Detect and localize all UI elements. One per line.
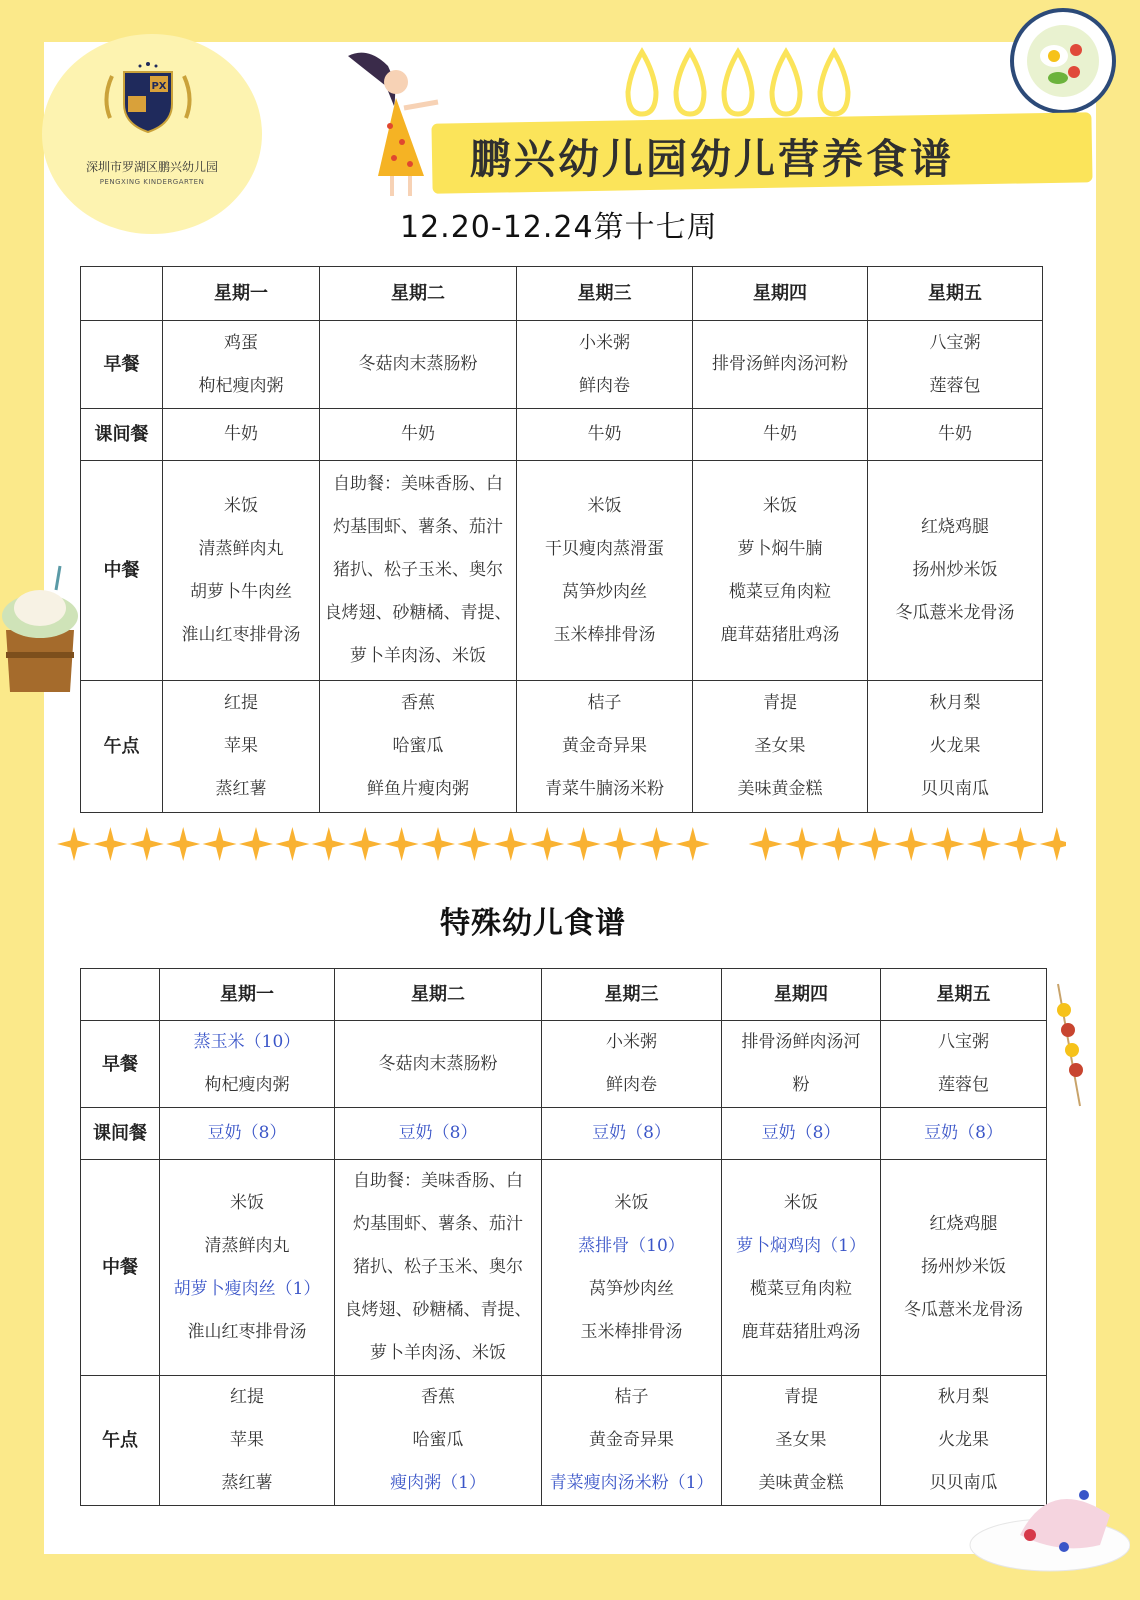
- dish-item: 牛奶: [938, 424, 972, 444]
- dish-item: 豆奶（8）: [924, 1123, 1003, 1143]
- star-icon: [894, 827, 928, 861]
- day-header: 星期三: [542, 969, 722, 1021]
- dish-item: 胡萝卜瘦肉丝（1）: [173, 1278, 321, 1299]
- menu-cell: [163, 681, 320, 813]
- school-name-cn: 深圳市罗湖区鹏兴幼儿园: [85, 160, 218, 174]
- dish-item: 火龙果: [929, 736, 981, 756]
- star-icon: [239, 827, 273, 861]
- dish-item: 小米粥: [606, 1032, 657, 1052]
- salad-plate-icon: [1010, 8, 1116, 114]
- dish-item: 黄金奇异果: [562, 736, 647, 756]
- dish-item: 鲜鱼片瘦肉粥: [367, 779, 469, 799]
- menu-cell: [160, 1108, 335, 1160]
- dish-item: 良烤翅、砂糖橘、青提、: [324, 603, 512, 623]
- meal-row: [81, 461, 1043, 681]
- dish-item: 米饭: [614, 1192, 649, 1213]
- menu-cell: [320, 461, 517, 681]
- star-icon: [530, 827, 564, 861]
- dish-item: 秋月梨: [938, 1387, 989, 1407]
- dish-item: 青菜瘦肉汤米粉（1）: [549, 1473, 714, 1493]
- meal-row: [81, 409, 1043, 461]
- dish-item: 秋月梨: [929, 693, 981, 713]
- star-icon: [203, 827, 237, 861]
- dish-item: 青提: [784, 1387, 818, 1407]
- dish-item: 牛奶: [401, 424, 435, 444]
- menu-cell: [517, 409, 693, 461]
- star-icon: [931, 827, 965, 861]
- dish-item: 黄金奇异果: [589, 1430, 674, 1450]
- corner-cell: [81, 267, 163, 321]
- menu-cell: [693, 409, 868, 461]
- star-icon: [1040, 827, 1066, 861]
- day-header: 星期四: [722, 969, 881, 1021]
- dish-item: 贝贝南瓜: [929, 1473, 998, 1493]
- dish-item: 八宝粥: [938, 1032, 989, 1052]
- meal-label: 早餐: [81, 321, 163, 409]
- menu-cell: [542, 1021, 722, 1108]
- menu-cell: [881, 1160, 1047, 1376]
- skewer-icon: [1050, 980, 1090, 1110]
- dish-item: 冬菇肉末蒸肠粉: [378, 1053, 498, 1074]
- dish-item: 红提: [224, 693, 258, 713]
- dish-item: 清蒸鲜肉丸: [198, 538, 284, 559]
- dish-item: 榄菜豆角肉粒: [750, 1278, 852, 1299]
- dish-item: 火龙果: [938, 1430, 989, 1450]
- star-icon: [312, 827, 346, 861]
- menu-cell: [881, 1021, 1047, 1108]
- menu-cell: [722, 1021, 881, 1108]
- dish-item: 冬瓜薏米龙骨汤: [895, 603, 1015, 623]
- star-icon: [785, 827, 819, 861]
- dish-item: 扬州炒米饭: [921, 1257, 1006, 1277]
- dish-item: 玉米棒排骨汤: [580, 1321, 683, 1342]
- dish-item: 香蕉: [421, 1387, 455, 1407]
- dish-item: 青菜牛腩汤米粉: [545, 779, 664, 799]
- dish-item: 蒸玉米（10）: [193, 1032, 301, 1052]
- day-header: 星期二: [335, 969, 542, 1021]
- star-icon: [639, 827, 673, 861]
- menu-cell: [868, 321, 1043, 409]
- dish-item: 桔子: [587, 693, 622, 713]
- meal-row: [81, 1021, 1047, 1108]
- special-menu-title: 特殊幼儿食谱: [440, 906, 626, 941]
- dish-item: 香蕉: [401, 693, 435, 713]
- star-icon: [749, 827, 783, 861]
- dish-item: 美味黄金糕: [758, 1473, 844, 1493]
- dish-item: 冬瓜薏米龙骨汤: [904, 1300, 1023, 1320]
- menu-cell: [320, 681, 517, 813]
- menu-cell: [517, 461, 693, 681]
- dish-item: 排骨汤鲜肉汤河: [741, 1032, 861, 1052]
- header-row: [81, 267, 1043, 321]
- meal-label: 课间餐: [81, 409, 163, 461]
- menu-cell: [693, 461, 868, 681]
- kindergarten-logo-icon: [100, 58, 196, 138]
- dish-item: 豆奶（8）: [207, 1123, 287, 1143]
- dish-item: 粉: [792, 1075, 810, 1095]
- menu-cell: [881, 1108, 1047, 1160]
- dish-item: 米饭: [587, 495, 622, 516]
- dish-item: 蒸红薯: [215, 779, 267, 799]
- dish-item: 豆奶（8）: [761, 1123, 841, 1143]
- special-menu-table: [80, 968, 1047, 1506]
- page-title: 鹏兴幼儿园幼儿营养食谱: [470, 135, 954, 183]
- meal-label: 中餐: [81, 1160, 160, 1376]
- dish-item: 玉米棒排骨汤: [553, 624, 656, 645]
- dish-item: 萝卜焖牛腩: [737, 538, 823, 559]
- menu-cell: [335, 1021, 542, 1108]
- dish-item: 圣女果: [754, 736, 806, 756]
- dish-item: 灼基围虾、薯条、茄汁: [353, 1214, 523, 1234]
- dish-item: 米饭: [230, 1192, 264, 1213]
- dish-item: 哈蜜瓜: [392, 736, 444, 756]
- dish-item: 自助餐：美味香肠、白: [353, 1171, 523, 1191]
- dish-item: 红提: [230, 1387, 264, 1407]
- dish-item: 豆奶（8）: [592, 1123, 671, 1143]
- dish-item: 淮山红枣排骨汤: [181, 624, 301, 645]
- dish-item: 莲蓉包: [938, 1075, 989, 1095]
- meal-label: 早餐: [81, 1021, 160, 1108]
- star-icon: [967, 827, 1001, 861]
- day-header: 星期三: [517, 267, 693, 321]
- meal-label: 午点: [81, 1376, 160, 1506]
- day-header: 星期五: [868, 267, 1043, 321]
- star-icon: [93, 827, 127, 861]
- week-label: 12.20-12.24第十七周: [400, 210, 718, 245]
- header-row: [81, 969, 1047, 1021]
- dish-item: 扬州炒米饭: [912, 560, 998, 580]
- dish-item: 米饭: [224, 495, 258, 516]
- dish-item: 萝卜羊肉汤、米饭: [370, 1343, 506, 1363]
- dish-item: 青提: [763, 693, 797, 713]
- dish-item: 猪扒、松子玉米、奥尔: [353, 1257, 523, 1277]
- dish-item: 清蒸鲜肉丸: [204, 1235, 290, 1256]
- meal-label: 中餐: [81, 461, 163, 681]
- menu-cell: [868, 461, 1043, 681]
- star-icon: [567, 827, 601, 861]
- pear-outline-icon: [620, 42, 870, 122]
- dish-item: 贝贝南瓜: [921, 779, 989, 799]
- dish-item: 排骨汤鲜肉汤河粉: [712, 354, 848, 374]
- meal-row: [81, 681, 1043, 813]
- meal-row: [81, 1376, 1047, 1506]
- dish-item: 红烧鸡腿: [929, 1214, 998, 1234]
- menu-cell: [517, 681, 693, 813]
- menu-cell: [722, 1108, 881, 1160]
- meal-row: [81, 1108, 1047, 1160]
- dish-item: 鹿茸菇猪肚鸡汤: [720, 624, 840, 645]
- dish-item: 鲜肉卷: [606, 1075, 657, 1095]
- menu-cell: [542, 1160, 722, 1376]
- star-icon: [275, 827, 309, 861]
- day-header: 星期一: [163, 267, 320, 321]
- star-icon: [348, 827, 382, 861]
- dish-item: 苹果: [230, 1430, 264, 1450]
- meal-label: 午点: [81, 681, 163, 813]
- meal-label: 课间餐: [81, 1108, 160, 1160]
- dish-item: 红烧鸡腿: [921, 517, 989, 537]
- dish-item: 枸杞瘦肉粥: [204, 1075, 290, 1095]
- star-icon: [130, 827, 164, 861]
- dish-item: 牛奶: [763, 424, 797, 444]
- star-icon: [858, 827, 892, 861]
- dish-item: 美味黄金糕: [737, 779, 823, 799]
- menu-cell: [693, 321, 868, 409]
- dish-item: 小米粥: [579, 332, 630, 353]
- dish-item: 牛奶: [224, 424, 258, 444]
- dish-item: 鲜肉卷: [579, 375, 630, 396]
- dish-item: 蒸红薯: [221, 1473, 273, 1493]
- menu-cell: [693, 681, 868, 813]
- day-header: 星期五: [881, 969, 1047, 1021]
- dish-item: 蒸排骨（10）: [578, 1235, 685, 1256]
- day-header: 星期四: [693, 267, 868, 321]
- dish-item: 哈蜜瓜: [412, 1430, 464, 1450]
- menu-cell: [160, 1021, 335, 1108]
- menu-cell: [163, 461, 320, 681]
- day-header: 星期一: [160, 969, 335, 1021]
- star-icon: [57, 827, 91, 861]
- dish-item: 米饭: [784, 1192, 818, 1213]
- dish-item: 榄菜豆角肉粒: [729, 581, 831, 602]
- menu-cell: [542, 1108, 722, 1160]
- dish-item: 鸡蛋: [224, 332, 258, 353]
- regular-menu-table: [80, 266, 1043, 813]
- star-icon: [385, 827, 419, 861]
- dish-item: 桔子: [614, 1387, 649, 1407]
- dish-item: 胡萝卜牛肉丝: [190, 581, 292, 602]
- menu-cell: [542, 1376, 722, 1506]
- dish-item: 豆奶（8）: [398, 1123, 478, 1143]
- star-icon: [603, 827, 637, 861]
- menu-cell: [517, 321, 693, 409]
- menu-cell: [160, 1160, 335, 1376]
- meal-row: [81, 321, 1043, 409]
- dish-item: 冬菇肉末蒸肠粉: [358, 354, 478, 374]
- dish-item: 苹果: [224, 736, 258, 756]
- star-icon: [457, 827, 491, 861]
- dish-item: 莴笋炒肉丝: [562, 581, 647, 602]
- menu-cell: [163, 409, 320, 461]
- star-icon: [821, 827, 855, 861]
- menu-cell: [722, 1160, 881, 1376]
- menu-cell: [335, 1108, 542, 1160]
- star-icon: [494, 827, 528, 861]
- dish-item: 自助餐：美味香肠、白: [333, 474, 503, 494]
- cake-icon: [960, 1455, 1130, 1575]
- menu-cell: [722, 1376, 881, 1506]
- menu-cell: [335, 1160, 542, 1376]
- star-divider: [56, 826, 1066, 862]
- dish-item: 八宝粥: [929, 332, 981, 353]
- menu-cell: [868, 409, 1043, 461]
- dish-item: 猪扒、松子玉米、奥尔: [333, 560, 503, 580]
- meal-row: [81, 1160, 1047, 1376]
- logo-badge-letters: PX: [151, 81, 167, 92]
- dish-item: 萝卜焖鸡肉（1）: [736, 1235, 866, 1256]
- menu-cell: [335, 1376, 542, 1506]
- menu-cell: [868, 681, 1043, 813]
- day-header: 星期二: [320, 267, 517, 321]
- dish-item: 牛奶: [587, 424, 622, 444]
- corner-cell: [81, 969, 160, 1021]
- menu-cell: [163, 321, 320, 409]
- dish-item: 鹿茸菇猪肚鸡汤: [741, 1321, 861, 1342]
- star-icon: [166, 827, 200, 861]
- dish-item: 莴笋炒肉丝: [589, 1278, 674, 1299]
- dish-item: 莲蓉包: [929, 375, 981, 396]
- menu-cell: [160, 1376, 335, 1506]
- dish-item: 淮山红枣排骨汤: [187, 1321, 307, 1342]
- school-name-en: PENGXING KINDERGARTEN: [99, 178, 205, 186]
- dish-item: 干贝瘦肉蒸滑蛋: [545, 538, 664, 559]
- steamed-bun-icon: [0, 560, 80, 700]
- dish-item: 瘦肉粥（1）: [390, 1473, 486, 1493]
- menu-cell: [320, 409, 517, 461]
- dish-item: 良烤翅、砂糖橘、青提、: [344, 1300, 532, 1320]
- dish-item: 圣女果: [775, 1430, 827, 1450]
- menu-cell: [320, 321, 517, 409]
- dish-item: 灼基围虾、薯条、茄汁: [333, 517, 503, 537]
- dish-item: 枸杞瘦肉粥: [198, 375, 284, 396]
- star-icon: [421, 827, 455, 861]
- star-icon: [676, 827, 710, 861]
- dish-item: 萝卜羊肉汤、米饭: [350, 646, 486, 666]
- star-icon: [1003, 827, 1037, 861]
- dish-item: 米饭: [763, 495, 797, 516]
